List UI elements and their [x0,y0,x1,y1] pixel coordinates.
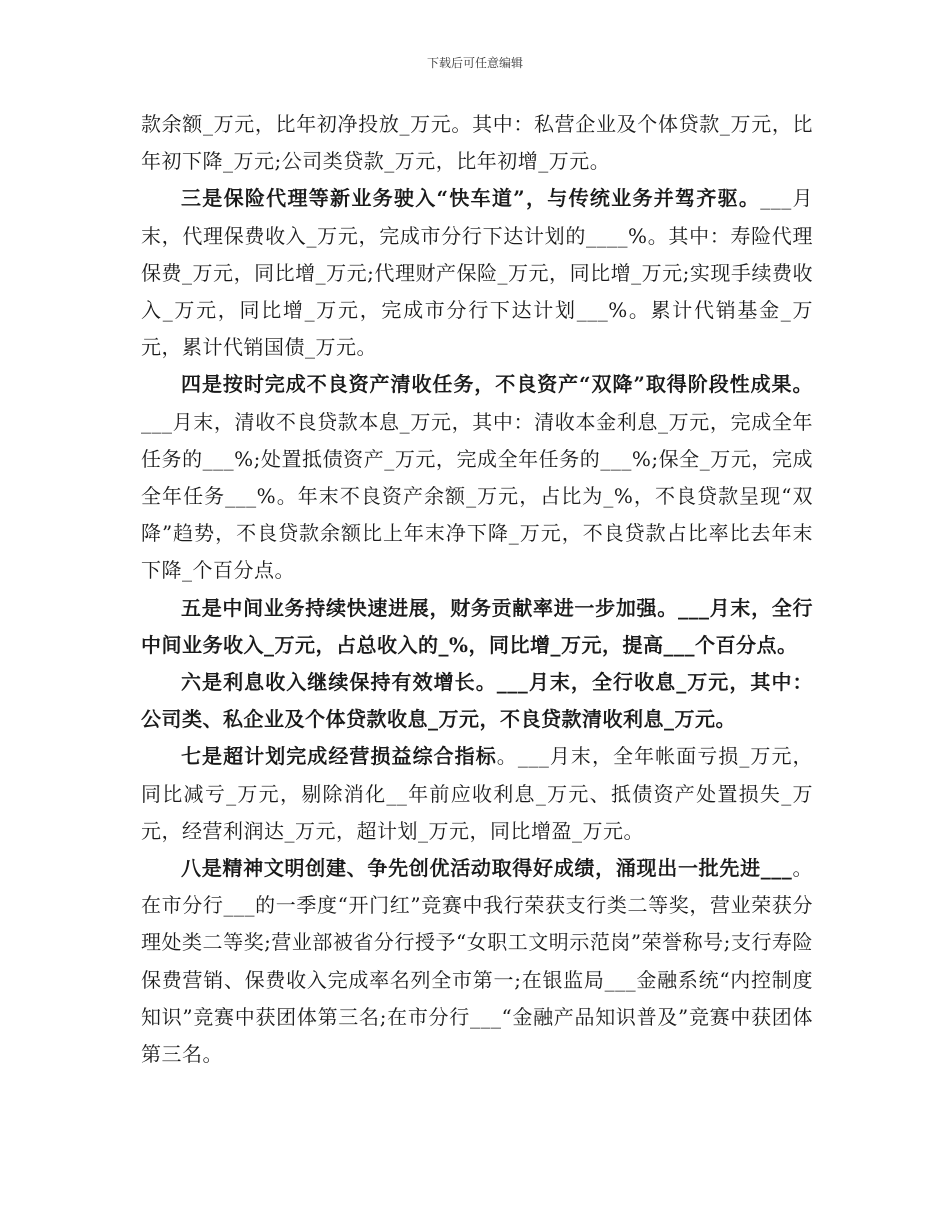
paragraph-text: 款余额_万元，比年初净投放_万元。其中：私营企业及个体贷款_万元，比年初下降_万元;公司类贷款_万元，比年初增_万元。 [141,112,813,174]
paragraph-lead: 三是保险代理等新业务驶入“快车道”，与传统业务并驾齐驱。 [181,186,761,211]
paragraph-text: 。在市分行___的一季度“开门红”竞赛中我行荣获支行类二等奖，营业荣获分理处类二等奖;营业部被省分行授予“女职工文明示范岗”荣誉称号;支行寿险保费营销、保费收入完成率名列全市第一;在银监局___金融系统“内控制度知识”竞赛中获团体第三名;在市分行___“金融产品知识普及”竞赛中获团体第三名。 [141,856,814,1067]
paragraph-4 [141,590,813,664]
paragraph-lead: 五是中间业务持续快速进展，财务贡献率进一步加强。___月末，全行中间业务收入_万元，占总收入的_%，同比增_万元，提高___个百分点。 [141,595,813,657]
paragraph-lead: 六是利息收入继续保持有效增长。___月末，全行收息_万元，其中：公司类、私企业及个体贷款收息_万元，不良贷款清收利息_万元。 [141,670,813,732]
paragraph-lead: 八是精神文明创建、争先创优活动取得好成绩，涌现出一批先进___ [181,856,793,881]
paragraph-3 [141,366,813,589]
page-header: 下载后可任意编辑 [426,56,523,70]
paragraph-text: ___月末，清收不良贷款本息_万元，其中：清收本金利息_万元，完成全年任务的___%;处置抵债资产_万元，完成全年任务的___%;保全_万元，完成全年任务___%。年末不良资产余额_万元，占比为_%，不良贷款呈现“双降”趋势，不良贷款余额比上年末净下降_万元，不良贷款占比率比去年末下降_个百分点。 [141,409,813,583]
paragraph-lead: 四是按时完成不良资产清收任务，不良资产“双降”取得阶段性成果。 [181,372,813,397]
paragraph-lead: 七是超计划完成经营损益综合指标 [181,744,497,769]
paragraph-text: 。___月末，全年帐面亏损_万元，同比减亏_万元，剔除消化__年前应收利息_万元、抵债资产处置损失_万元，经营利润达_万元，超计划_万元，同比增盈_万元。 [141,744,814,843]
document-body [141,106,813,1073]
paragraph-7 [141,850,813,1073]
paragraph-5 [141,664,813,738]
paragraph-6 [141,738,813,850]
paragraph-1 [141,106,813,180]
paragraph-text: ___月末，代理保费收入_万元，完成市分行下达计划的____%。其中：寿险代理保费_万元，同比增_万元;代理财产保险_万元，同比增_万元;实现手续费收入_万元，同比增_万元，完成市分行下达计划___%。累计代销基金_万元，累计代销国债_万元。 [141,186,813,360]
paragraph-2 [141,180,813,366]
